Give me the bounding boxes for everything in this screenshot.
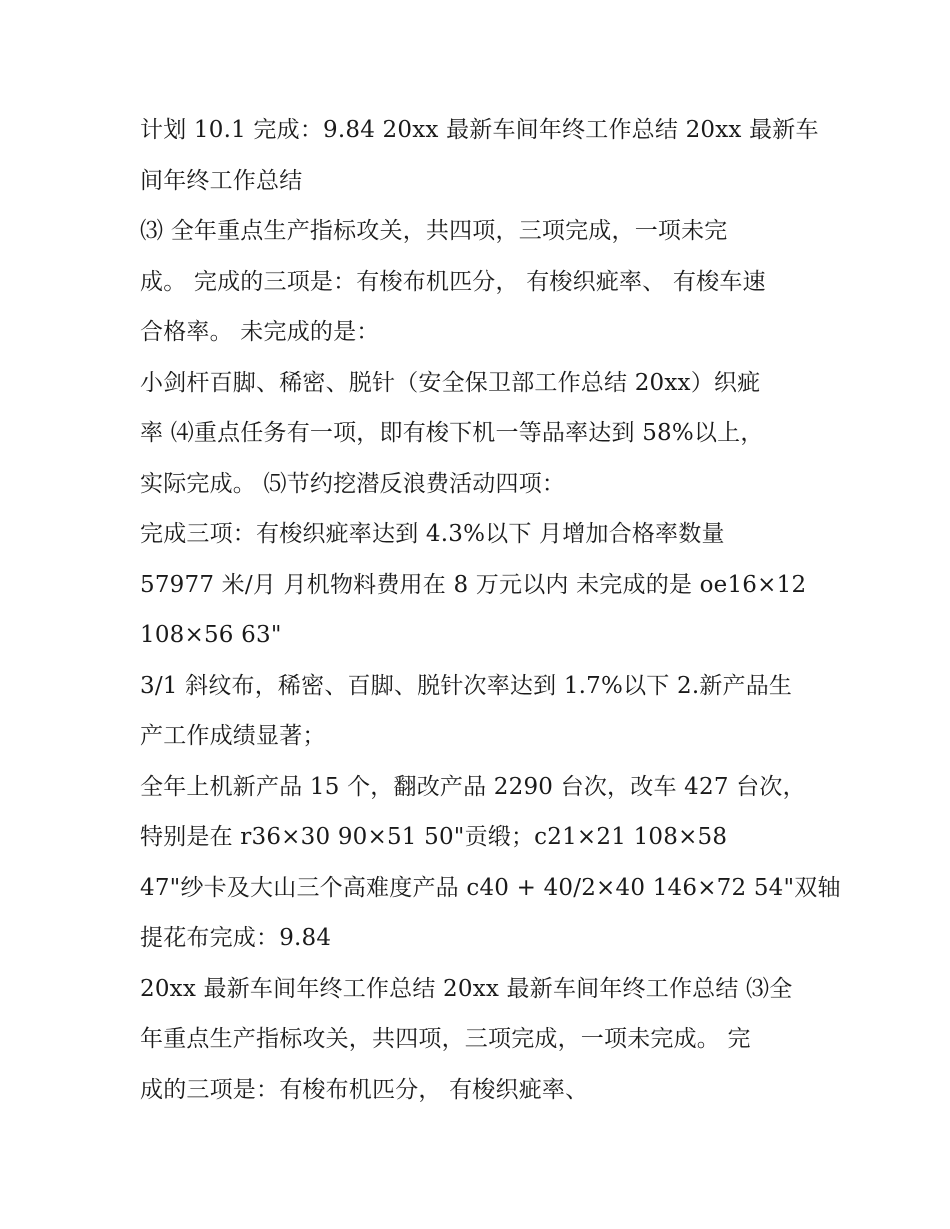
text-line: 特别是在 r36×30 90×51 50"贡缎；c21×21 108×58 (140, 824, 728, 850)
text-line: 57977 米/月 月机物料费用在 8 万元以内 未完成的是 oe16×12 (140, 571, 807, 598)
text-line: 成的三项是：有梭布机匹分， 有梭织疵率、 (140, 1076, 589, 1103)
text-line: 3/1 斜纹布，稀密、百脚、脱针次率达到 1.7%以下 2.新产品生 (140, 672, 793, 699)
text-line: 提花布完成：9.84 (140, 925, 332, 951)
document-body (140, 105, 841, 1115)
text-line: 47"纱卡及大山三个高难度产品 c40 + 40/2×40 146×72 54"双轴 (140, 874, 841, 901)
text-line: 成。 完成的三项是：有梭布机匹分， 有梭织疵率、 有梭车速 (140, 268, 766, 295)
text-line: 20xx 最新车间年终工作总结 20xx 最新车间年终工作总结 ⑶全 (140, 975, 793, 1002)
text-line: 实际完成。 ⑸节约挖潜反浪费活动四项： (140, 470, 566, 497)
text-line: 108×56 63" (140, 622, 282, 648)
text-line: 全年上机新产品 15 个，翻改产品 2290 台次，改车 427 台次， (140, 773, 806, 800)
text-line: 小剑杆百脚、稀密、脱针（安全保卫部工作总结 20xx）织疵 (140, 369, 761, 396)
text-line: 年重点生产指标攻关，共四项，三项完成，一项未完成。 完 (140, 1026, 751, 1052)
text-line: 合格率。 未完成的是： (140, 319, 380, 345)
text-line: 产工作成绩显著； (140, 723, 326, 749)
text-line: 计划 10.1 完成：9.84 20xx 最新车间年终工作总结 20xx 最新车 (140, 117, 819, 143)
text-line: 间年终工作总结 (140, 167, 303, 194)
text-line: ⑶ 全年重点生产指标攻关，共四项，三项完成，一项未完 (140, 218, 728, 244)
text-line: 完成三项：有梭织疵率达到 4.3%以下 月增加合格率数量 (140, 521, 725, 547)
text-line: 率 ⑷重点任务有一项，即有梭下机一等品率达到 58%以上， (140, 420, 764, 446)
